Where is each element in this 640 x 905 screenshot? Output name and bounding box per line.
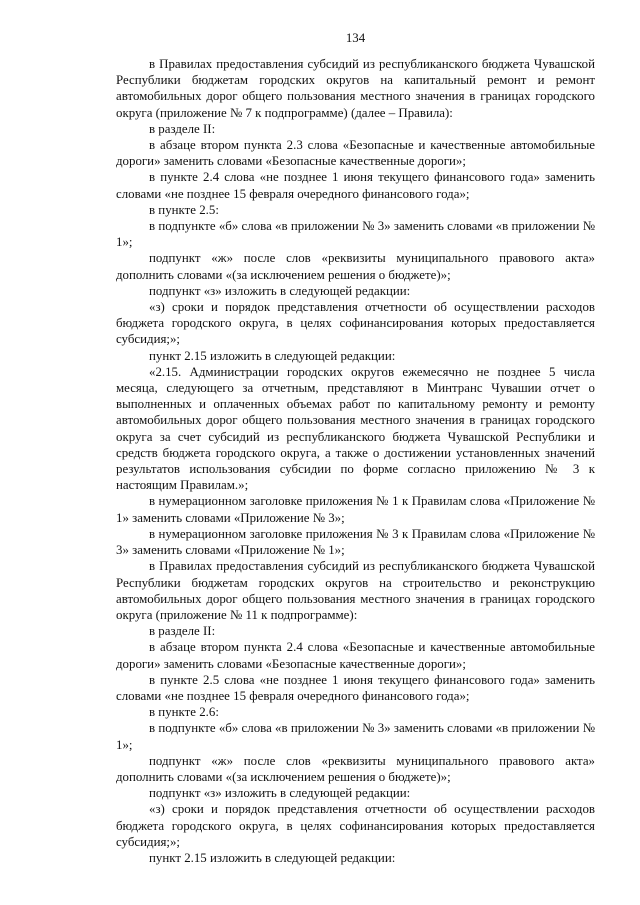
document-body bbox=[116, 56, 595, 866]
paragraph: в разделе II: bbox=[149, 121, 216, 136]
paragraph: «з) сроки и порядок представления отчетности об осуществлении расходов бюджета городского округа, в целях софинансирования которых предоставляется субсидия;»; bbox=[116, 300, 595, 347]
paragraph: в подпункте «б» слова «в приложении № 3» заменить словами «в приложении № 1»; bbox=[116, 219, 595, 250]
paragraph: в пункте 2.5 слова «не позднее 1 июня текущего финансового года» заменить словами «не позднее 15 февраля очередного финансового года»; bbox=[116, 672, 595, 703]
paragraph: в абзаце втором пункта 2.3 слова «Безопасные и качественные автомобильные дороги» заменить словами «Безопасные качественные дороги»; bbox=[116, 138, 595, 169]
paragraph: «з) сроки и порядок представления отчетности об осуществлении расходов бюджета городского округа, в целях софинансирования которых предоставляется субсидия;»; bbox=[116, 802, 595, 849]
paragraph: пункт 2.15 изложить в следующей редакции: bbox=[149, 850, 396, 865]
paragraph: подпункт «з» изложить в следующей редакции: bbox=[149, 786, 411, 801]
paragraph: подпункт «з» изложить в следующей редакции: bbox=[149, 283, 411, 298]
paragraph: подпункт «ж» после слов «реквизиты муниципального правового акта» дополнить словами «(за исключением решения о бюджете)»; bbox=[116, 251, 595, 282]
paragraph: в пункте 2.6: bbox=[149, 705, 219, 720]
paragraph: в нумерационном заголовке приложения № 3 к Правилам слова «Приложение № 3» заменить словами «Приложение № 1»; bbox=[116, 526, 595, 558]
paragraph: в подпункте «б» слова «в приложении № 3» заменить словами «в приложении № 1»; bbox=[116, 721, 595, 752]
paragraph: в Правилах предоставления субсидий из республиканского бюджета Чувашской Республики бюджетам городских округов на капитальный ремонт и ремонт автомобильных дорог общего пользования местного значения в границах городского округа (приложение № 7 к подпрограмме) (далее – Правила): bbox=[116, 57, 595, 120]
paragraph: в абзаце втором пункта 2.4 слова «Безопасные и качественные автомобильные дороги» заменить словами «Безопасные качественные дороги»; bbox=[116, 640, 595, 671]
document-page bbox=[116, 30, 595, 866]
page-number-text: 134 bbox=[345, 31, 366, 45]
paragraph: пункт 2.15 изложить в следующей редакции: bbox=[149, 348, 396, 363]
page-number bbox=[116, 30, 595, 46]
paragraph: в пункте 2.4 слова «не позднее 1 июня текущего финансового года» заменить словами «не позднее 15 февраля очередного финансового года»; bbox=[116, 170, 595, 201]
paragraph: в разделе II: bbox=[149, 624, 216, 639]
paragraph: «2.15. Администрации городских округов ежемесячно не позднее 5 числа месяца, следующего за отчетным, представляют в Минтранс Чувашии отчет о выполненных и оплаченных объемах работ по капитальному ремонту и ремонту автомобильных дорог общего пользования местного значения в границах городского округа за счет субсидий из республиканского бюджета Чувашской Республики и средств бюджета городского округа, а также о достижении установленных значений результатов использования субсидии по форме согласно приложению № 3 к настоящим Правилам.»; bbox=[116, 364, 595, 493]
paragraph: в пункте 2.5: bbox=[149, 202, 219, 217]
paragraph: подпункт «ж» после слов «реквизиты муниципального правового акта» дополнить словами «(за исключением решения о бюджете)»; bbox=[116, 753, 595, 784]
paragraph: в Правилах предоставления субсидий из республиканского бюджета Чувашской Республики бюджетам городских округов на строительство и реконструкцию автомобильных дорог общего пользования местного значения в границах городского округа (приложение № 11 к подпрограмме): bbox=[116, 559, 595, 622]
paragraph: в нумерационном заголовке приложения № 1 к Правилам слова «Приложение № 1» заменить словами «Приложение № 3»; bbox=[116, 494, 595, 525]
